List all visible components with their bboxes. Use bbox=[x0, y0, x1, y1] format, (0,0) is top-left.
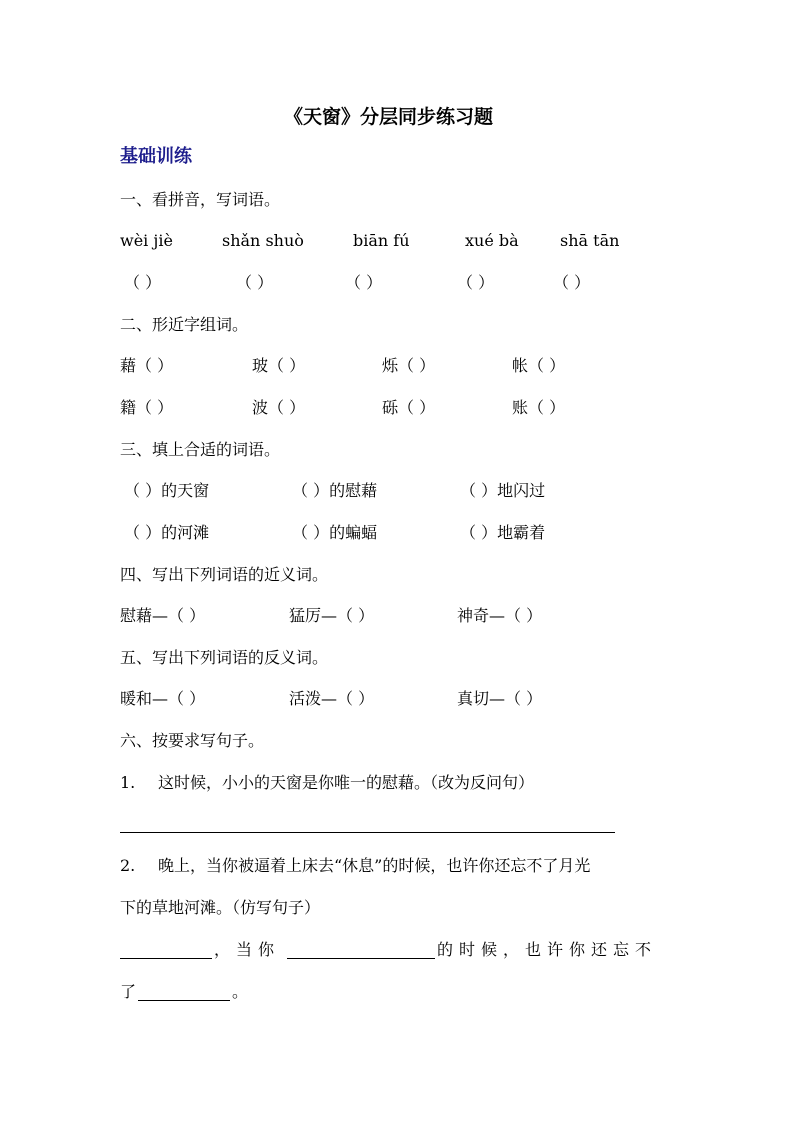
pinyin-blank-1: （ ） bbox=[124, 273, 162, 292]
q6-heading: 六、按要求写句子。 bbox=[120, 731, 265, 750]
char-item: 籍（ ） bbox=[120, 398, 174, 417]
sentence-2-line-1: 晚上，当你被逼着上床去“休息”的时候，也许你还忘不了月光 bbox=[158, 856, 591, 875]
imitation-part-4: 。 bbox=[232, 982, 249, 1001]
page-title: 《天窗》分层同步练习题 bbox=[284, 106, 494, 128]
section-heading: 基础训练 bbox=[120, 146, 192, 167]
char-item: 烁（ ） bbox=[382, 356, 436, 375]
char-item: 藉（ ） bbox=[120, 356, 174, 375]
synonym-item: 神奇—（ ） bbox=[457, 606, 543, 625]
answer-line-1[interactable] bbox=[120, 832, 615, 833]
phrase-item: （ ）的慰藉 bbox=[292, 481, 378, 500]
antonym-item: 真切—（ ） bbox=[457, 689, 543, 708]
q3-heading: 三、填上合适的词语。 bbox=[120, 440, 281, 459]
q5-heading: 五、写出下列词语的反义词。 bbox=[120, 648, 329, 667]
fill-blank-c[interactable] bbox=[138, 1000, 230, 1001]
pinyin-blank-4: （ ） bbox=[457, 273, 495, 292]
antonym-item: 暖和—（ ） bbox=[120, 689, 206, 708]
q1-heading: 一、看拼音，写词语。 bbox=[120, 190, 281, 209]
pinyin-1: wèi jiè bbox=[120, 231, 173, 250]
phrase-item: （ ）的天窗 bbox=[124, 481, 210, 500]
q4-heading: 四、写出下列词语的近义词。 bbox=[120, 565, 329, 584]
imitation-part-3: 了 bbox=[120, 982, 137, 1001]
phrase-item: （ ）地霸着 bbox=[460, 523, 546, 542]
imitation-part-1: ，当你 bbox=[214, 940, 281, 959]
sentence-2-line-2: 下的草地河滩。（仿写句子） bbox=[120, 898, 321, 917]
antonym-item: 活泼—（ ） bbox=[289, 689, 375, 708]
pinyin-5: shā tān bbox=[560, 231, 620, 250]
phrase-item: （ ）地闪过 bbox=[460, 481, 546, 500]
fill-blank-a[interactable] bbox=[120, 958, 212, 959]
pinyin-2: shǎn shuò bbox=[222, 231, 304, 250]
sentence-2-number: 2. bbox=[120, 856, 136, 875]
fill-blank-b[interactable] bbox=[287, 958, 435, 959]
synonym-item: 慰藉—（ ） bbox=[120, 606, 206, 625]
synonym-item: 猛厉—（ ） bbox=[289, 606, 375, 625]
phrase-item: （ ）的河滩 bbox=[124, 523, 210, 542]
pinyin-blank-2: （ ） bbox=[236, 273, 274, 292]
q2-heading: 二、形近字组词。 bbox=[120, 315, 249, 334]
pinyin-4: xué bà bbox=[465, 231, 519, 250]
imitation-part-2: 的时候，也许你还忘不 bbox=[437, 940, 658, 959]
char-item: 砾（ ） bbox=[382, 398, 436, 417]
phrase-item: （ ）的蝙蝠 bbox=[292, 523, 378, 542]
char-item: 波（ ） bbox=[252, 398, 306, 417]
sentence-1-number: 1. bbox=[120, 773, 136, 792]
pinyin-blank-3: （ ） bbox=[345, 273, 383, 292]
pinyin-blank-5: （ ） bbox=[553, 273, 591, 292]
sentence-1-text: 这时候，小小的天窗是你唯一的慰藉。（改为反问句） bbox=[158, 773, 535, 792]
char-item: 帐（ ） bbox=[512, 356, 566, 375]
char-item: 账（ ） bbox=[512, 398, 566, 417]
char-item: 玻（ ） bbox=[252, 356, 306, 375]
pinyin-3: biān fú bbox=[353, 231, 410, 250]
